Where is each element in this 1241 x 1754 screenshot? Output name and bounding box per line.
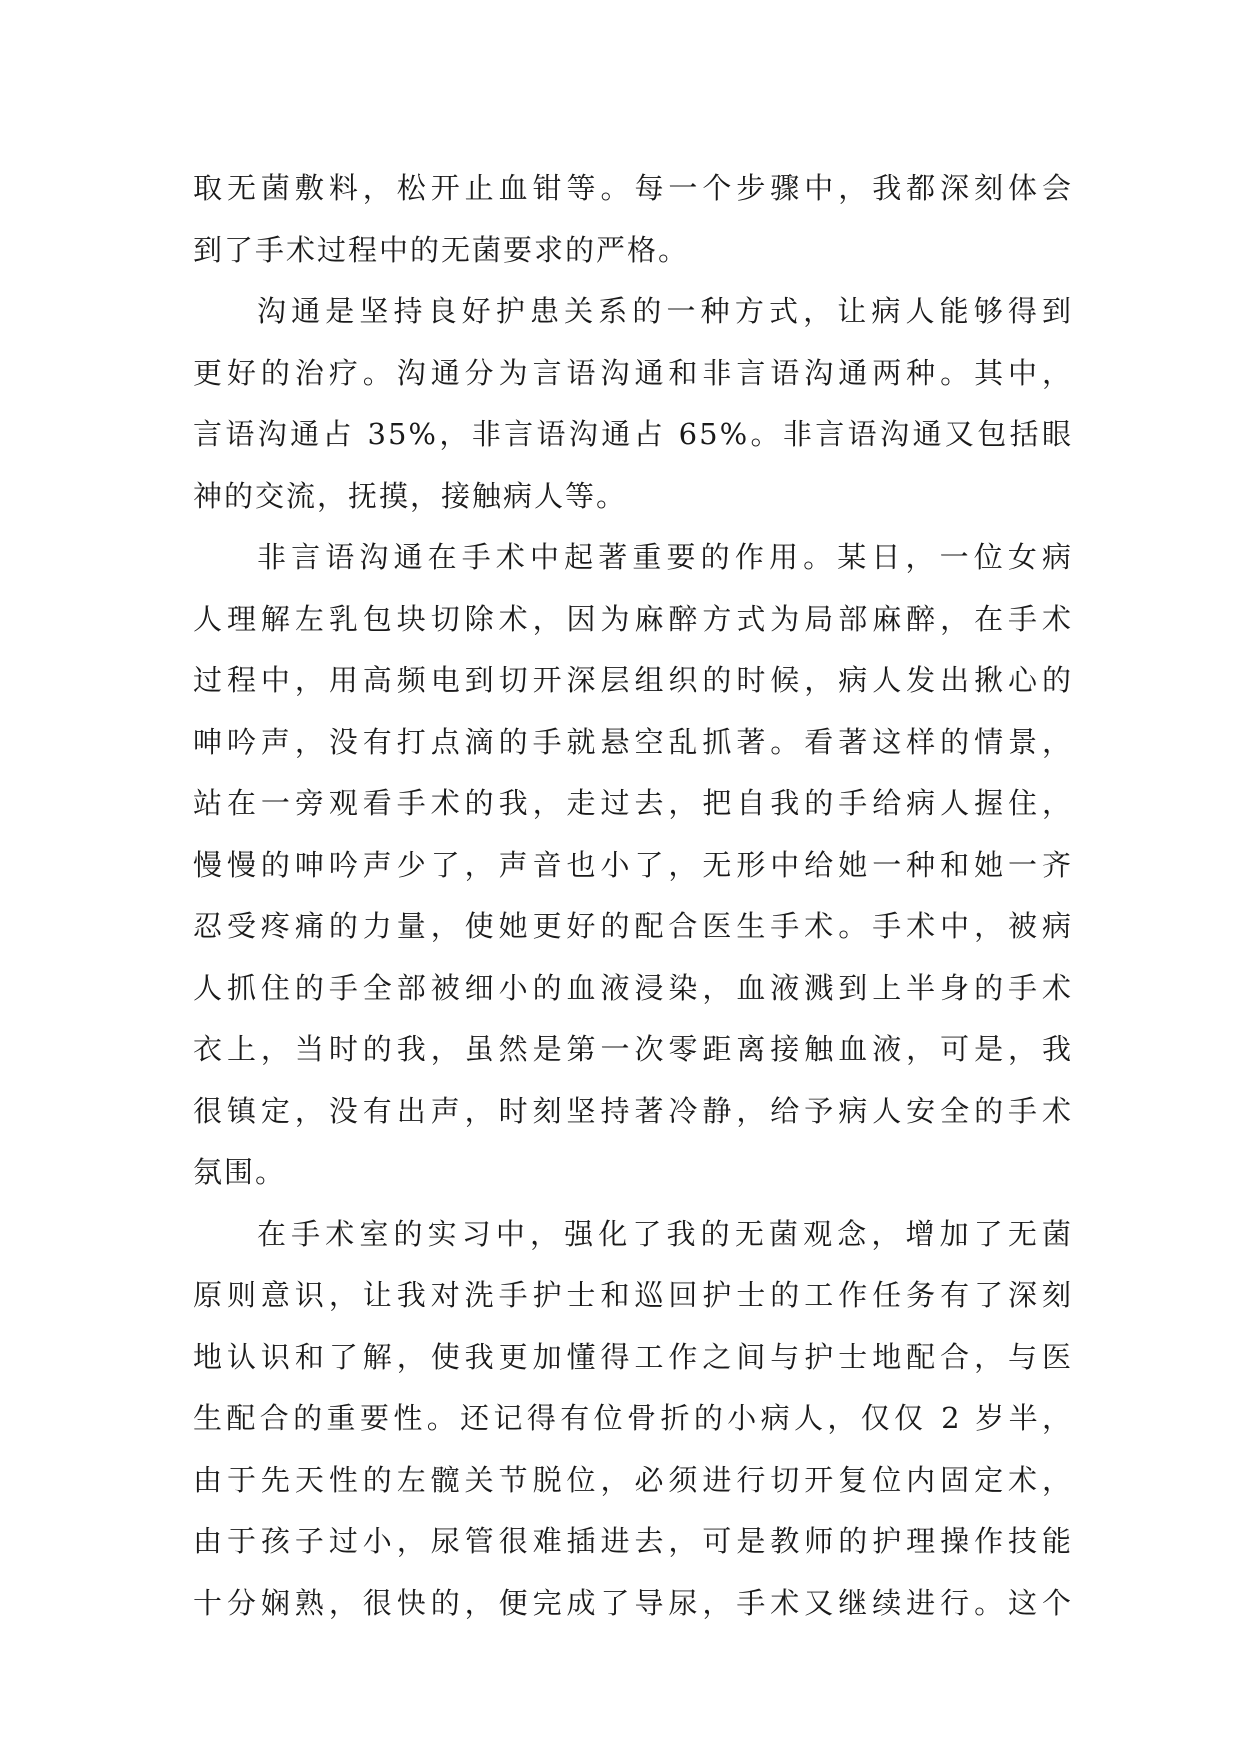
text-line: 地认识和了解，使我更加懂得工作之间与护士地配合，与医 [193, 1339, 1073, 1374]
text-line: 人理解左乳包块切除术，因为麻醉方式为局部麻醉，在手术 [193, 601, 1073, 636]
text-line: 衣上，当时的我，虽然是第一次零距离接触血液，可是，我 [193, 1032, 1073, 1066]
text-line: 言语沟通占 35%，非言语沟通占 65%。非言语沟通又包括眼 [193, 417, 1073, 451]
text-line: 人抓住的手全部被细小的血液浸染，血液溅到上半身的手术 [193, 970, 1073, 1005]
text-line: 忍受疼痛的力量，使她更好的配合医生手术。手术中，被病 [193, 909, 1073, 943]
text-line: 到了手术过程中的无菌要求的严格。 [193, 232, 690, 267]
text-line: 呻吟声，没有打点滴的手就悬空乱抓著。看著这样的情景， [193, 724, 1073, 759]
paragraph [193, 281, 1073, 527]
text-line: 十分娴熟，很快的，便完成了导尿，手术又继续进行。这个 [193, 1585, 1073, 1620]
text-line: 由于孩子过小，尿管很难插进去，可是教师的护理操作技能 [193, 1524, 1073, 1558]
text-line: 神的交流，抚摸，接触病人等。 [193, 478, 628, 513]
text-line: 原则意识，让我对洗手护士和巡回护士的工作任务有了深刻 [193, 1278, 1073, 1312]
text-line: 生配合的重要性。还记得有位骨折的小病人，仅仅 2 岁半， [193, 1401, 1073, 1435]
text-line: 非言语沟通在手术中起著重要的作用。某日，一位女病 [257, 540, 1073, 574]
paragraph [193, 158, 1073, 281]
text-line: 站在一旁观看手术的我，走过去，把自我的手给病人握住， [193, 786, 1073, 820]
document-body [193, 158, 1073, 1634]
text-line: 由于先天性的左髋关节脱位，必须进行切开复位内固定术， [193, 1462, 1073, 1497]
text-line: 在手术室的实习中，强化了我的无菌观念，增加了无菌 [257, 1216, 1073, 1251]
text-line: 氛围。 [193, 1155, 287, 1189]
paragraph [193, 1204, 1073, 1635]
text-line: 取无菌敷料，松开止血钳等。每一个步骤中，我都深刻体会 [193, 171, 1073, 205]
text-line: 慢慢的呻吟声少了，声音也小了，无形中给她一种和她一齐 [193, 847, 1073, 882]
text-line: 沟通是坚持良好护患关系的一种方式，让病人能够得到 [257, 294, 1073, 328]
paragraph [193, 527, 1073, 1204]
text-line: 很镇定，没有出声，时刻坚持著冷静，给予病人安全的手术 [193, 1093, 1073, 1128]
text-line: 更好的治疗。沟通分为言语沟通和非言语沟通两种。其中， [193, 355, 1073, 390]
text-line: 过程中，用高频电到切开深层组织的时候，病人发出揪心的 [193, 663, 1073, 697]
